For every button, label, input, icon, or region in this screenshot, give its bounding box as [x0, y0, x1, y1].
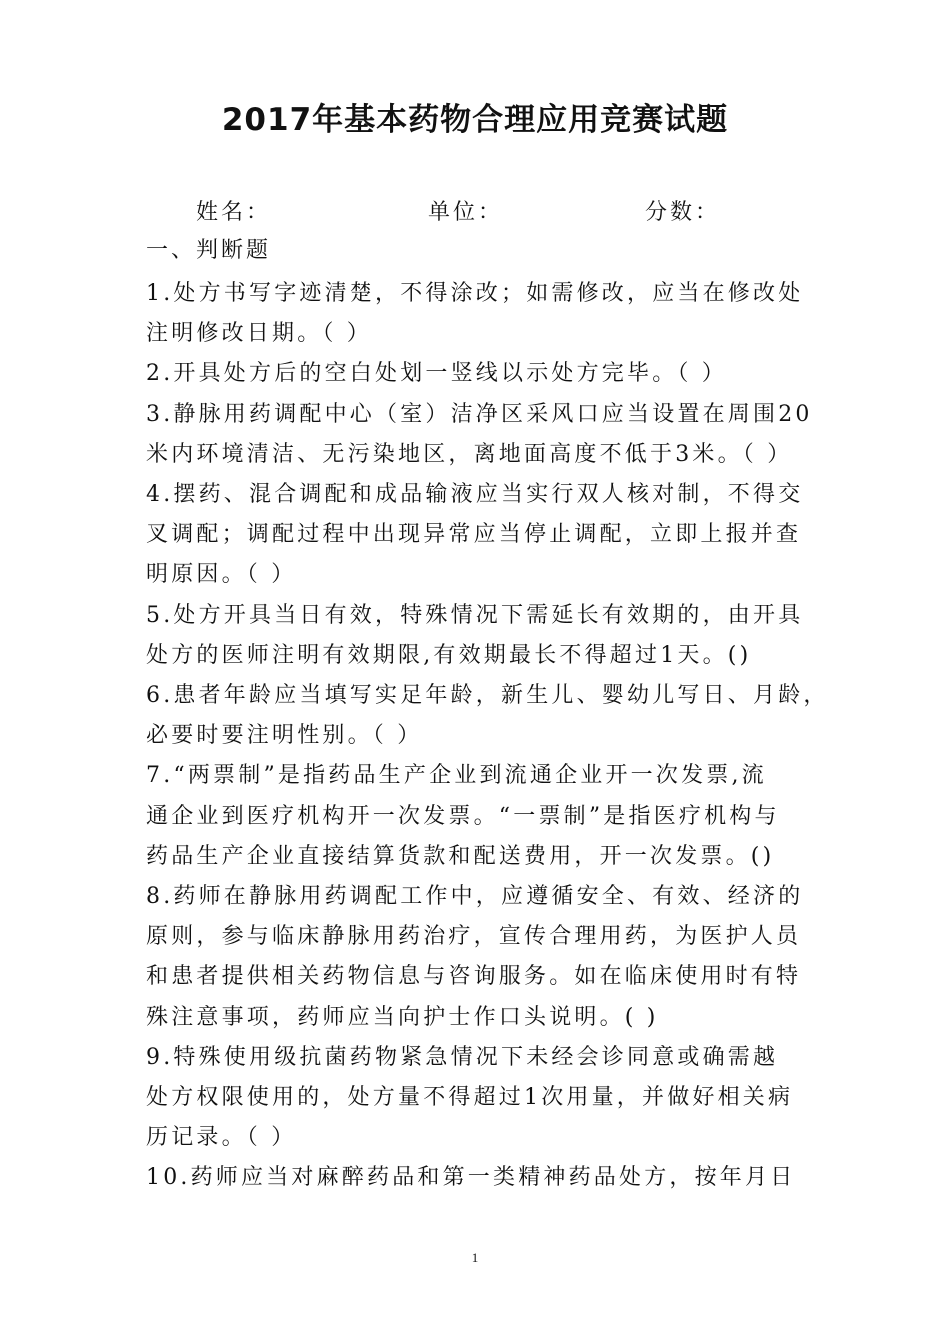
page-number: 1: [471, 1250, 479, 1265]
question-line: 历记录。（ ）: [146, 1125, 297, 1151]
question-line: 7.“两票制”是指药品生产企业到流通企业开一次发票,流: [146, 763, 767, 789]
question-line: 注明修改日期。（ ）: [146, 321, 372, 347]
question-line: 必要时要注明性别。（ ）: [146, 723, 423, 749]
info-row: [0, 196, 950, 230]
question-line: 4.摆药、混合调配和成品输液应当实行双人核对制，不得交: [146, 482, 804, 508]
section-heading: 一、判断题: [146, 238, 272, 263]
question-line: 8.药师在静脉用药调配工作中，应遵循安全、有效、经济的: [146, 884, 804, 910]
question-line: 3.静脉用药调配中心（室）洁净区采风口应当设置在周围20: [146, 401, 813, 427]
question-line: 6.患者年龄应当填写实足年龄，新生儿、婴幼儿写日、月龄，: [146, 683, 829, 709]
question-line: 1.处方书写字迹清楚，不得涂改；如需修改，应当在修改处: [146, 281, 804, 306]
question-line: 原则，参与临床静脉用药治疗，宣传合理用药，为医护人员: [146, 924, 802, 950]
question-list: [146, 274, 829, 1199]
question-line: 处方的医师注明有效期限,有效期最长不得超过1天。(): [146, 642, 752, 668]
question-item: [146, 596, 818, 676]
question-item: [146, 1158, 818, 1198]
question-line: 叉调配；调配过程中出现异常应当停止调配，立即上报并查: [146, 522, 802, 548]
question-item: [146, 274, 818, 354]
question-item: [146, 395, 818, 475]
score-label: 分数：: [645, 200, 721, 225]
question-line: 9.特殊使用级抗菌药物紧急情况下未经会诊同意或确需越: [146, 1044, 779, 1070]
question-item: [146, 676, 829, 756]
question-line: 米内环境清洁、无污染地区，离地面高度不低于3米。（ ）: [146, 441, 793, 467]
name-label: 姓名：: [196, 200, 272, 225]
question-item: [146, 877, 818, 1038]
page-title: 2017年基本药物合理应用竞赛试题: [221, 102, 729, 138]
question-item: [146, 1038, 818, 1159]
question-line: 处方权限使用的，处方量不得超过1次用量，并做好相关病: [146, 1085, 794, 1111]
question-line: 殊注意事项，药师应当向护士作口头说明。( ): [146, 1004, 659, 1030]
question-item: [146, 354, 818, 394]
question-line: 明原因。（ ）: [146, 562, 297, 588]
question-line: 10.药师应当对麻醉药品和第一类精神药品处方，按年月日: [146, 1165, 796, 1191]
question-item: [146, 475, 818, 596]
question-item: [146, 756, 818, 877]
question-line: 和患者提供相关药物信息与咨询服务。如在临床使用时有特: [146, 964, 802, 990]
question-line: 药品生产企业直接结算货款和配送费用，开一次发票。(): [146, 843, 775, 869]
question-line: 通企业到医疗机构开一次发票。“一票制”是指医疗机构与: [146, 803, 780, 829]
question-line: 2.开具处方后的空白处划一竖线以示处方完毕。（ ）: [146, 361, 727, 387]
question-line: 5.处方开具当日有效，特殊情况下需延长有效期的，由开具: [146, 602, 804, 628]
unit-label: 单位：: [428, 200, 504, 225]
